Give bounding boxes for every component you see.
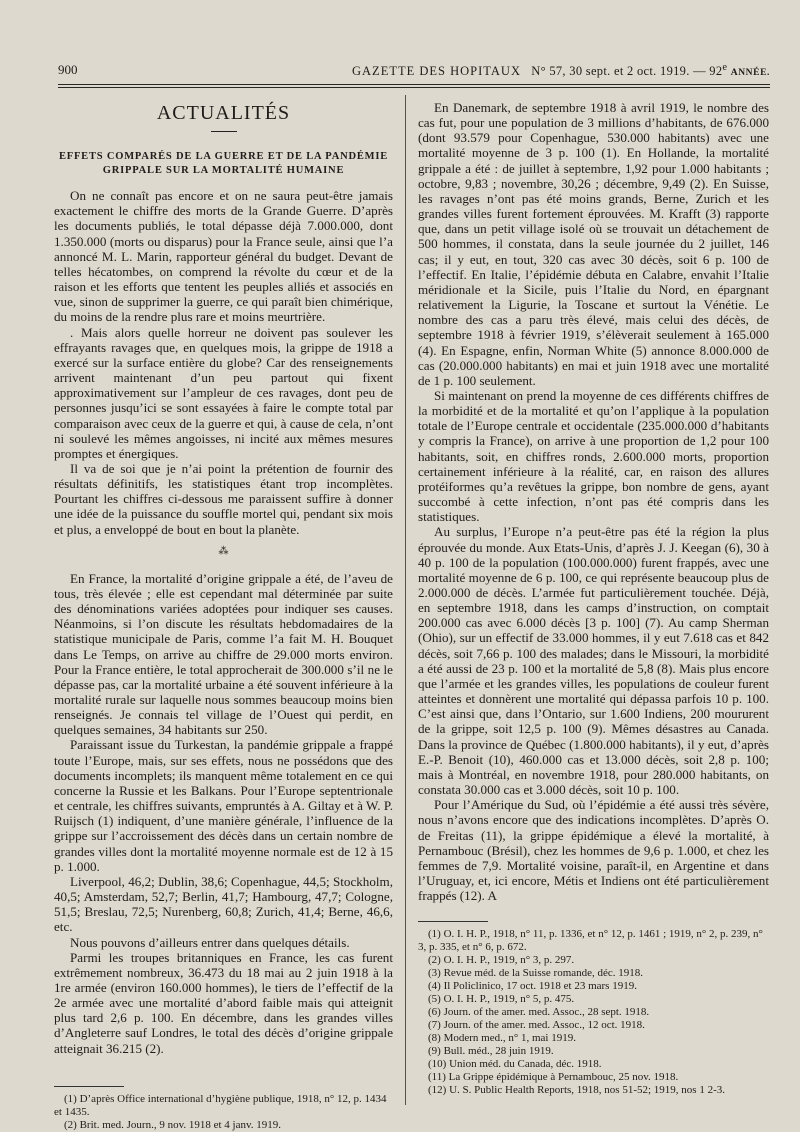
section-title: ACTUALITÉS bbox=[156, 102, 291, 124]
footnote: (1) O. I. H. P., 1918, n° 11, p. 1336, et n° 12, p. 1461 ; 1919, n° 2, p. 239, n° 3, p. 335, et n° 6, p. 672. bbox=[418, 928, 763, 954]
paragraph: Si maintenant on prend la moyenne de ces différents chiffres de la morbidité et de la mortalité et qu’on l’applique à la population totale de l’Europe centrale et occidentale (235.000.000 d’habitants y compris la France), on arrive à une proportion de 1,2 pour 100 habitants, soit, en chiffres ronds, 2.600.000 morts, proportion certainement inférieure à la réalité, car, en raison des allures protéiformes qu’a revêtues la grippe, bon nombre de gens, ayant succombé à cette infection, n’ont pas été compris dans les statistiques. bbox=[418, 387, 769, 525]
year-label: ANNÉE. bbox=[730, 68, 770, 79]
paragraph: Parmi les troupes britanniques en France, les cas furent extrêmement nombreux, 36.473 du 18 mai au 2 juin 1918 à la 1re armée (environ 160.000 hommes), le tiers de l’effectif de la 2e armée avec une mortalité d’abord faible mais qui atteignit plus tard 2,6 p. 100. En décembre, dans les grandes villes d’Angleterre sauf Londres, le total des décès d’origine grippale atteignait 36.215 (2). bbox=[54, 949, 393, 1056]
column-divider bbox=[405, 95, 406, 1105]
paragraph: On ne connaît pas encore et on ne saura peut-être jamais exactement le chiffre des morts de la Grande Guerre. D’après les documents publiés, le total dépasse déjà 7.000.000, dont 1.350.000 (morts ou disparus) pour la France seule, ainsi que l’a annoncé M. L. Marin, rapporteur général du budget. Devant de telles hécatombes, on comprend la révolte du cœur et de la raison et les efforts que tentent les peuples alliés et associés en vue, sinon de supprimer la guerre, ce qui paraît bien chimérique, du moins de la rendre plus rare et moins meurtrière. bbox=[54, 188, 393, 325]
paragraph: En Danemark, de septembre 1918 à avril 1919, le nombre des cas fut, pour une population de 3 millions d’habitants, de 676.000 (dont 93.579 pour Copenhague, 530.000 habitants) avec une mortalité moyenne de 3 p. 100 (1). En Hollande, la mortalité grippale a été : de juillet à septembre, 1,92 pour 1.000 habitants ; octobre, 9,83 ; novembre, 30,26 ; décembre, 9,49 (2). En Suisse, les ravages n’ont pas été moins grands, Berne, Zurich et les grandes villes furent fortement éprouvées. M. Krafft (3) rapporte que, dans un petit village isolé où se trouvait un détachement de 500 hommes, il constata, dans la seule journée du 2 juillet, 146 cas; il y eut, en tout, 320 cas avec 30 décès, soit 6 p. 100 de l’effectif. En Italie, l’épidémie débuta en Calabre, envahit l’Italie méridionale et la Sicile, puis l’Italie du Nord, en épargnant relativement la Ligurie, la Toscane et surtout la Vénétie. Le nombre des cas a paru très élevé, mais celui des décès, de septembre 1918 à février 1919, s’élèverait seulement à 165.000 (4). En Espagne, enfin, Norman White (5) annonce 8.000.000 de cas (20.000.000 habitants) en mai et juin 1918 avec une mortalité de 1 p. 100 seulement. bbox=[418, 100, 769, 388]
footnote: (2) Brit. med. Journ., 9 nov. 1918 et 4 janv. 1919. bbox=[64, 1118, 282, 1131]
running-head bbox=[352, 62, 770, 79]
footnotes-left bbox=[54, 1093, 393, 1132]
paragraph: Pour l’Amérique du Sud, où l’épidémie a été aussi très sévère, nous n’avons encore que des indications incomplètes. D’après O. de Freitas (11), la grippe épidémique a élevé la mortalité, à Pernambouc (Brésil), chez les hommes de 9,6 p. 1.000, et chez les femmes de 7,9. Mortalité voisine, paraît-il, en Argentine et dans l’Uruguay, et, ici encore, Métis et Indiens ont été particulièrement frappés (12). A bbox=[418, 797, 769, 904]
paragraph: En France, la mortalité d’origine grippale a été, de l’aveu de tous, très élevée ; elle est cependant mal déterminée par suite des dénominations variées adoptées pour indiquer ses causes. Néanmoins, si l’on discute les résultats hebdomadaires de la statistique municipale de Paris, comme l’a fait M. H. Bouquet dans Le Temps, on arrive au chiffre de 29.000 morts environ. Pour la France entière, le total approcherait de 300.000 s’il ne le dépasse pas, car la mortalité urbaine a été souvent inférieure à la mortalité rurale sur laquelle nous sommes beaucoup moins bien renseignés. Je connais tel village de l’Ouest qui perdit, en quelques semaines, 34 habitants sur 250. bbox=[54, 570, 393, 738]
footnote-rule bbox=[418, 921, 488, 922]
header-rule-thin bbox=[58, 87, 770, 88]
footnote: (7) Journ. of the amer. med. Assoc., 12 oct. 1918. bbox=[428, 1019, 645, 1032]
footnote: (12) U. S. Public Health Reports, 1918, nos 51-52; 1919, nos 1 2-3. bbox=[428, 1084, 725, 1097]
page-number: 900 bbox=[58, 62, 78, 77]
footnote: (1) D’après Office international d’hygiène publique, 1918, n° 12, p. 1434 et 1435. bbox=[54, 1092, 387, 1118]
footnote: (11) La Grippe épidémique à Pernambouc, 25 nov. 1918. bbox=[428, 1071, 679, 1084]
year-suffix: e bbox=[722, 62, 728, 73]
left-column bbox=[54, 100, 393, 1132]
journal-name: GAZETTE DES HOPITAUX bbox=[352, 64, 521, 79]
paragraph: Il va de soi que je n’ai point la prétention de fournir des résultats définitifs, les statistiques étant trop incomplètes. Pourtant les chiffres ci-dessous me paraissent suffire à donner une idée de la puissance du souffle mortel qui, pendant six mois et plus, a enveloppé de bout en bout la planète. bbox=[54, 460, 393, 537]
paragraph: Nous pouvons d’ailleurs entrer dans quelques détails. bbox=[70, 934, 350, 950]
footnote: (4) Il Policlinico, 17 oct. 1918 et 23 mars 1919. bbox=[428, 980, 637, 993]
paragraph: . Mais alors quelle horreur ne doivent pas soulever les effrayants ravages que, en quelques mois, la grippe de 1918 a exercé sur la surface entière du globe? Car des renseignements arrivent maintenant d’un peu partout qui fixent approximativement sur l’ampleur de ces ravages, dont peu de personnes jusqu’ici se sont essayées à faire le compte total par comparaison avec ceux de la guerre et qui, à cause de cela, n’ont ni soulevé les mêmes angoisses, ni incité aux mêmes mesures promptes et énergiques. bbox=[54, 324, 393, 461]
paragraph: Liverpool, 46,2; Dublin, 38,6; Copenhague, 44,5; Stockholm, 40,5; Amsterdam, 52,7; Berlin, 41,7; Hambourg, 47,7; Cologne, 51,5; Breslau, 72,5; Nurenberg, 60,8; Zurich, 41,4; Berne, 46,6, etc. bbox=[54, 873, 393, 935]
page-header bbox=[58, 62, 770, 84]
article-subtitle: EFFETS COMPARÉS DE LA GUERRE ET DE LA PANDÉMIE GRIPPALE SUR LA MORTALITÉ HUMAINE bbox=[58, 151, 389, 177]
footnote-rule bbox=[54, 1086, 124, 1087]
title-rule bbox=[211, 131, 237, 132]
footnote: (9) Bull. méd., 28 juin 1919. bbox=[428, 1045, 554, 1058]
footnote: (8) Modern med., n° 1, mai 1919. bbox=[428, 1032, 576, 1045]
paragraph: Au surplus, l’Europe n’a peut-être pas été la région la plus éprouvée du monde. Aux Etats-Unis, d’après J. J. Keegan (6), 30 à 40 p. 100 de la population (100.000.000) furent frappés, avec une mortalité moyenne de 6 p. 100, ce qui représente beaucoup plus de 2.000.000 de décès. L’armée fut particulièrement touchée. Déjà, en septembre 1918, dans les camps d’instruction, on comptait 200.000 cas avec 6.000 décès [3 p. 100] (7). Au camp Sherman (Ohio), sur un effectif de 33.000 hommes, il y eut 7.618 cas et 842 décès, soit 7,66 p. 100 des malades; dans le Missouri, la morbidité a été aussi de 23 p. 100 et la mortalité de 5,8 (8). Mais plus encore que l’armée et les grandes villes, les populations de couleur furent atteintes et donnèrent une mortalité qui dépassa parfois 10 p. 100. C’est ainsi que, dans l’Ontario, sur 1.600 Indiens, 200 moururent de la grippe, soit 12,5 p. 100 (9). Mêmes désastres au Canada. Dans la province de Québec (1.800.000 habitants), il y eut, d’après E.-P. Benoit (10), 460.000 cas et 13.000 décès, soit 2,8 p. 100; mais à Montréal, en novembre 1918, pour 280.000 habitants, on constata 30.000 cas et 3.000 décès, soit 10 p. 100. bbox=[418, 524, 769, 798]
right-column bbox=[418, 100, 769, 1097]
footnote: (3) Revue méd. de la Suisse romande, déc. 1918. bbox=[428, 967, 644, 980]
asterism-separator: ⁂ bbox=[218, 545, 229, 557]
footnote: (6) Journ. of the amer. med. Assoc., 28 sept. 1918. bbox=[428, 1006, 650, 1019]
footnotes-right bbox=[418, 928, 769, 1097]
footnote: (2) O. I. H. P., 1919, n° 3, p. 297. bbox=[428, 954, 575, 967]
issue-info: N° 57, 30 sept. et 2 oct. 1919. — 92 bbox=[531, 64, 723, 79]
header-rule-thick bbox=[58, 84, 770, 85]
footnote: (10) Union méd. du Canada, déc. 1918. bbox=[428, 1058, 602, 1071]
paragraph: Paraissant issue du Turkestan, la pandémie grippale a frappé toute l’Europe, mais, sur ses effets, nous ne possédons que des documents incomplets; ils manquent même totalement en ce qui concerne la Russie et les Balkans. Pour l’Europe septentrionale et centrale, les chiffres suivants, empruntés à A. Giltay et à W. P. Ruijsch (1) indiquent, d’une manière générale, l’influence de la grippe sur l’accroissement des décès dans un certain nombre de grandes villes dont la mortalité moyenne normale est de 12 à 15 p. 1.000. bbox=[54, 737, 393, 874]
footnote: (5) O. I. H. P., 1919, n° 5, p. 475. bbox=[428, 993, 575, 1006]
